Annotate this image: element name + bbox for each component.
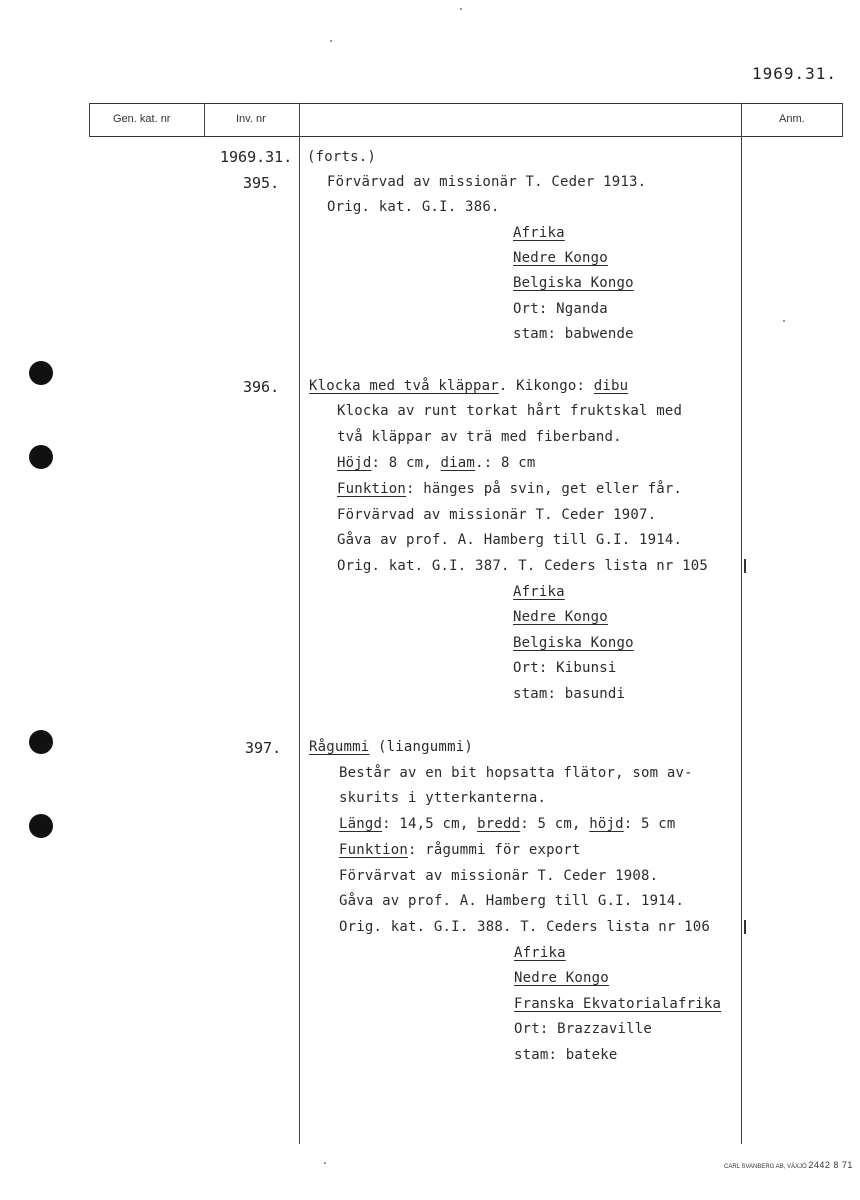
height-label: höjd (589, 816, 624, 832)
printer-name: CARL SVANBERG AB, VÄXJÖ (724, 1164, 807, 1170)
function-label: Funktion (339, 842, 409, 858)
tribe: stam: bateke (514, 1047, 618, 1063)
country: Belgiska Kongo (513, 635, 634, 651)
place: Ort: Brazzaville (514, 1021, 653, 1037)
width-label: bredd (477, 816, 521, 832)
scan-speck (330, 40, 332, 42)
country: Belgiska Kongo (513, 275, 634, 291)
dimensions-line (339, 816, 676, 832)
punch-hole (29, 730, 53, 754)
function-line (339, 842, 581, 858)
description-line: skurits i ytterkanterna. (339, 790, 547, 806)
punch-hole (29, 361, 53, 385)
title-rest: (liangummi) (369, 739, 473, 755)
orig-catalog-line: Orig. kat. G.I. 388. T. Ceders lista nr 106 (339, 919, 711, 935)
table-top-rule (89, 103, 842, 104)
length-value: : 14,5 cm, (382, 816, 478, 832)
acquisition-line: Förvärvat av missionär T. Ceder 1908. (339, 868, 659, 884)
diam-value: .: 8 cm (475, 455, 536, 471)
title-rest: . Kikongo: (498, 378, 594, 394)
orig-catalog-line: Orig. kat. G.I. 386. (327, 199, 500, 215)
place: Ort: Nganda (513, 301, 608, 317)
length-label: Längd (339, 816, 383, 832)
description-line: Klocka av runt torkat hårt fruktskal med (337, 403, 683, 419)
column-divider (89, 103, 90, 137)
gift-line: Gåva av prof. A. Hamberg till G.I. 1914. (337, 532, 683, 548)
punch-hole (29, 814, 53, 838)
function-label: Funktion (337, 481, 407, 497)
form-code: 2442 8 71 (808, 1160, 853, 1170)
continent: Afrika (513, 584, 565, 600)
region: Nedre Kongo (514, 970, 609, 986)
object-name: Rågummi (309, 739, 370, 755)
orig-catalog-line: Orig. kat. G.I. 387. T. Ceders lista nr 105 (337, 558, 709, 574)
dimensions-line (337, 455, 535, 471)
inv-number: 396. (243, 378, 280, 396)
region: Nedre Kongo (513, 609, 608, 625)
continent: Afrika (514, 945, 566, 961)
punch-hole (29, 445, 53, 469)
native-name: dibu (593, 378, 629, 394)
description-line: Består av en bit hopsatta flätor, som av- (339, 765, 693, 781)
region: Nedre Kongo (513, 250, 608, 266)
country: Franska Ekvatorialafrika (514, 996, 722, 1012)
entry-title: (forts.) (307, 149, 377, 165)
margin-mark (744, 920, 746, 934)
width-value: : 5 cm, (520, 816, 590, 832)
column-divider (299, 103, 300, 1144)
column-divider (204, 103, 205, 137)
inv-series: 1969.31. (220, 148, 293, 166)
column-divider (842, 103, 843, 137)
place: Ort: Kibunsi (513, 660, 617, 676)
tribe: stam: babwende (513, 326, 634, 342)
inv-number: 397. (245, 739, 282, 757)
scan-speck (783, 320, 785, 322)
entry-title (309, 378, 628, 394)
height-value: : 5 cm (623, 816, 676, 832)
acquisition-line: Förvärvad av missionär T. Ceder 1907. (337, 507, 657, 523)
function-line (337, 481, 682, 497)
scan-speck (460, 8, 462, 10)
inv-number: 395. (243, 174, 280, 192)
tribe: stam: basundi (513, 686, 626, 702)
acquisition-line: Förvärvad av missionär T. Ceder 1913. (327, 174, 647, 190)
margin-mark (744, 559, 746, 573)
column-divider (741, 103, 742, 1144)
column-header-inv-nr: Inv. nr (236, 113, 266, 125)
column-header-anm: Anm. (779, 113, 805, 125)
function-value: : rågummi för export (408, 842, 581, 858)
function-value: : hänges på svin, get eller får. (406, 481, 683, 497)
description-line: två kläppar av trä med fiberband. (337, 429, 622, 445)
height-label: Höjd (337, 455, 372, 471)
gift-line: Gåva av prof. A. Hamberg till G.I. 1914. (339, 893, 685, 909)
scan-speck (324, 1162, 326, 1164)
continent: Afrika (513, 225, 565, 241)
printer-imprint (724, 1160, 853, 1170)
entry-title (309, 739, 473, 755)
page-number: 1969.31. (752, 64, 838, 83)
table-header-rule (89, 136, 842, 137)
height-value: : 8 cm, (371, 455, 441, 471)
object-name: Klocka med två kläppar (309, 378, 499, 394)
column-header-gen-kat-nr: Gen. kat. nr (113, 113, 171, 125)
diam-label: diam (440, 455, 476, 471)
